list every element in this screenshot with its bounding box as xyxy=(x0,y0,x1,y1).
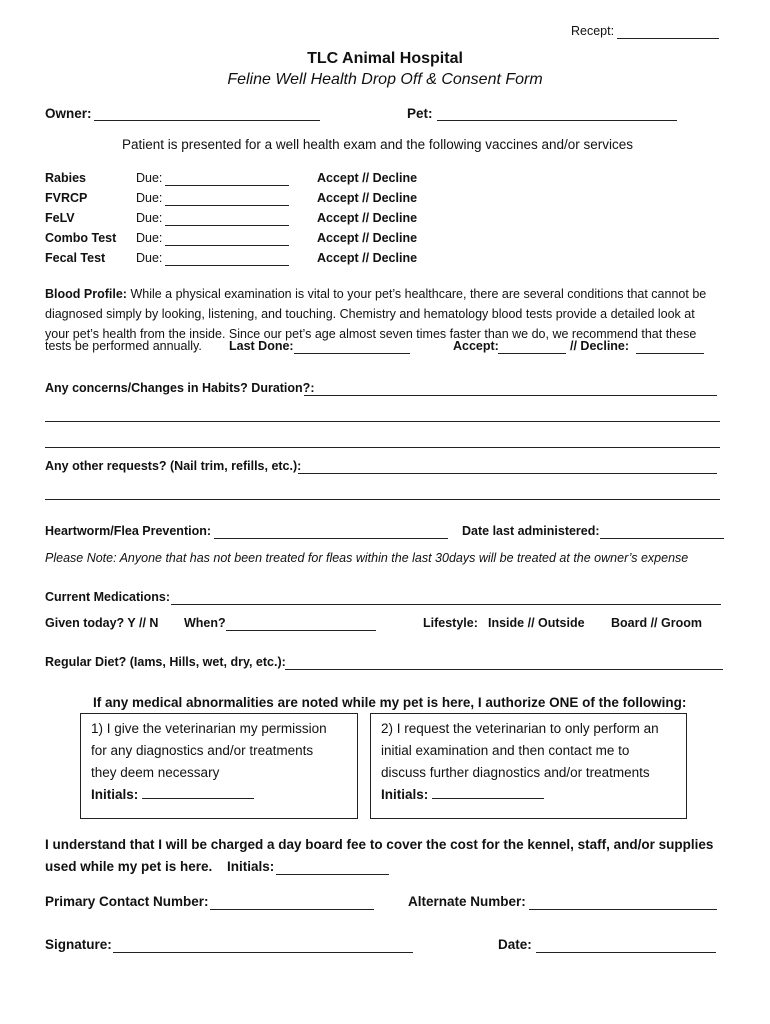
board-fee-line1: I understand that I will be charged a day board fee to cover the cost for the kennel, staff, and/or supplies xyxy=(45,837,714,852)
vaccine-choice[interactable]: Accept // Decline xyxy=(317,231,418,245)
option-2-line2: initial examination and then contact me to xyxy=(381,743,630,758)
vaccine-name: Rabies xyxy=(45,171,86,185)
concerns-field[interactable] xyxy=(304,395,717,396)
concerns-field-line2[interactable] xyxy=(45,421,720,422)
vaccine-choice[interactable]: Accept // Decline xyxy=(317,171,418,185)
pet-field[interactable] xyxy=(437,120,677,121)
board-groom-options[interactable]: Board // Groom xyxy=(611,616,702,630)
option-1-initials xyxy=(91,784,357,806)
requests-label: Any other requests? (Nail trim, refills, etc.): xyxy=(45,459,302,473)
intro-text: Patient is presented for a well health exam and the following vaccines and/or services xyxy=(122,137,634,152)
vaccine-name: FeLV xyxy=(45,211,75,225)
blood-profile-text: While a physical examination is vital to your pet’s healthcare, there are several conditions that cannot be xyxy=(130,287,707,301)
date-field[interactable] xyxy=(536,952,716,953)
signature-label: Signature: xyxy=(45,937,112,952)
form-subtitle: Feline Well Health Drop Off & Consent Form xyxy=(227,71,543,88)
option-2-initials-field[interactable] xyxy=(432,786,544,799)
option-1-initials-field[interactable] xyxy=(142,786,254,799)
primary-contact-field[interactable] xyxy=(210,909,374,910)
requests-field[interactable] xyxy=(298,473,717,474)
last-done-field[interactable] xyxy=(294,353,410,354)
vaccine-due-field[interactable] xyxy=(165,185,289,186)
blood-accept-field[interactable] xyxy=(498,353,566,354)
vaccine-name: Combo Test xyxy=(45,231,117,245)
board-fee-line2: used while my pet is here. xyxy=(45,859,213,874)
option-1-line2: for any diagnostics and/or treatments xyxy=(91,743,314,758)
vaccine-due-label: Due: xyxy=(136,211,163,225)
blood-profile-line1 xyxy=(45,287,706,301)
date-administered-field[interactable] xyxy=(600,538,724,539)
concerns-label: Any concerns/Changes in Habits? Duration?: xyxy=(45,381,315,395)
alternate-number-label: Alternate Number: xyxy=(408,894,526,909)
when-label: When? xyxy=(184,616,226,630)
vaccine-choice[interactable]: Accept // Decline xyxy=(317,251,418,265)
page-title: TLC Animal Hospital xyxy=(307,50,463,67)
medications-label: Current Medications: xyxy=(45,590,171,604)
vaccine-choice[interactable]: Accept // Decline xyxy=(317,191,418,205)
receipt-label: Recept: xyxy=(571,24,615,38)
blood-decline-label: // Decline: xyxy=(570,339,630,353)
heartworm-field[interactable] xyxy=(214,538,448,539)
vaccine-due-label: Due: xyxy=(136,231,163,245)
signature-field[interactable] xyxy=(113,952,413,953)
vaccine-due-field[interactable] xyxy=(165,205,289,206)
blood-profile-line4: tests be performed annually. xyxy=(45,339,202,353)
alternate-number-field[interactable] xyxy=(529,909,717,910)
when-field[interactable] xyxy=(226,630,376,631)
given-today[interactable]: Given today? Y // N xyxy=(45,616,159,630)
vaccine-due-label: Due: xyxy=(136,251,163,265)
date-label: Date: xyxy=(498,937,532,952)
receipt-field[interactable] xyxy=(617,38,719,39)
date-administered-label: Date last administered: xyxy=(462,524,600,538)
vaccine-name: Fecal Test xyxy=(45,251,106,265)
owner-label: Owner: xyxy=(45,106,92,121)
concerns-field-line3[interactable] xyxy=(45,447,720,448)
lifestyle-options[interactable]: Inside // Outside xyxy=(488,616,585,630)
last-done-label: Last Done: xyxy=(229,339,294,353)
heartworm-label: Heartworm/Flea Prevention: xyxy=(45,524,212,538)
board-fee-initials-field[interactable] xyxy=(276,874,389,875)
option-2-initials-label: Initials: xyxy=(381,787,429,802)
vaccine-due-field[interactable] xyxy=(165,225,289,226)
lifestyle-label: Lifestyle: xyxy=(423,616,478,630)
option-1-box[interactable] xyxy=(80,713,358,819)
diet-field[interactable] xyxy=(285,669,723,670)
option-2-initials xyxy=(381,784,686,806)
authorize-heading: If any medical abnormalities are noted while my pet is here, I authorize ONE of the following: xyxy=(93,695,687,710)
vaccine-due-label: Due: xyxy=(136,171,163,185)
blood-decline-field[interactable] xyxy=(636,353,704,354)
requests-field-line2[interactable] xyxy=(45,499,720,500)
vaccine-choice[interactable]: Accept // Decline xyxy=(317,211,418,225)
option-1-initials-label: Initials: xyxy=(91,787,139,802)
blood-profile-line2: diagnosed simply by looking, listening, and touching. Chemistry and hematology blood tests provide a detailed look at xyxy=(45,307,695,321)
option-2-line1: 2) I request the veterinarian to only perform an xyxy=(381,721,659,736)
vaccine-due-field[interactable] xyxy=(165,245,289,246)
flea-note: Please Note: Anyone that has not been treated for fleas within the last 30days will be treated at the owner’s expense xyxy=(45,551,689,565)
medications-field[interactable] xyxy=(171,604,721,605)
vaccine-due-label: Due: xyxy=(136,191,163,205)
option-2-line3: discuss further diagnostics and/or treatments xyxy=(381,765,650,780)
option-1-line1: 1) I give the veterinarian my permission xyxy=(91,721,327,736)
vaccine-name: FVRCP xyxy=(45,191,88,205)
blood-profile-line3: your pet’s health from the inside. Since our pet’s age almost seven times faster than we do, we recommend that these xyxy=(45,327,697,341)
diet-label: Regular Diet? (Iams, Hills, wet, dry, etc.): xyxy=(45,655,286,669)
board-fee-initials-label: Initials: xyxy=(227,859,275,874)
blood-accept-label: Accept: xyxy=(453,339,499,353)
owner-field[interactable] xyxy=(94,120,320,121)
option-1-line3: they deem necessary xyxy=(91,765,220,780)
vaccine-due-field[interactable] xyxy=(165,265,289,266)
pet-label: Pet: xyxy=(407,106,433,121)
option-2-box[interactable] xyxy=(370,713,687,819)
primary-contact-label: Primary Contact Number: xyxy=(45,894,209,909)
blood-profile-label: Blood Profile: xyxy=(45,287,127,301)
